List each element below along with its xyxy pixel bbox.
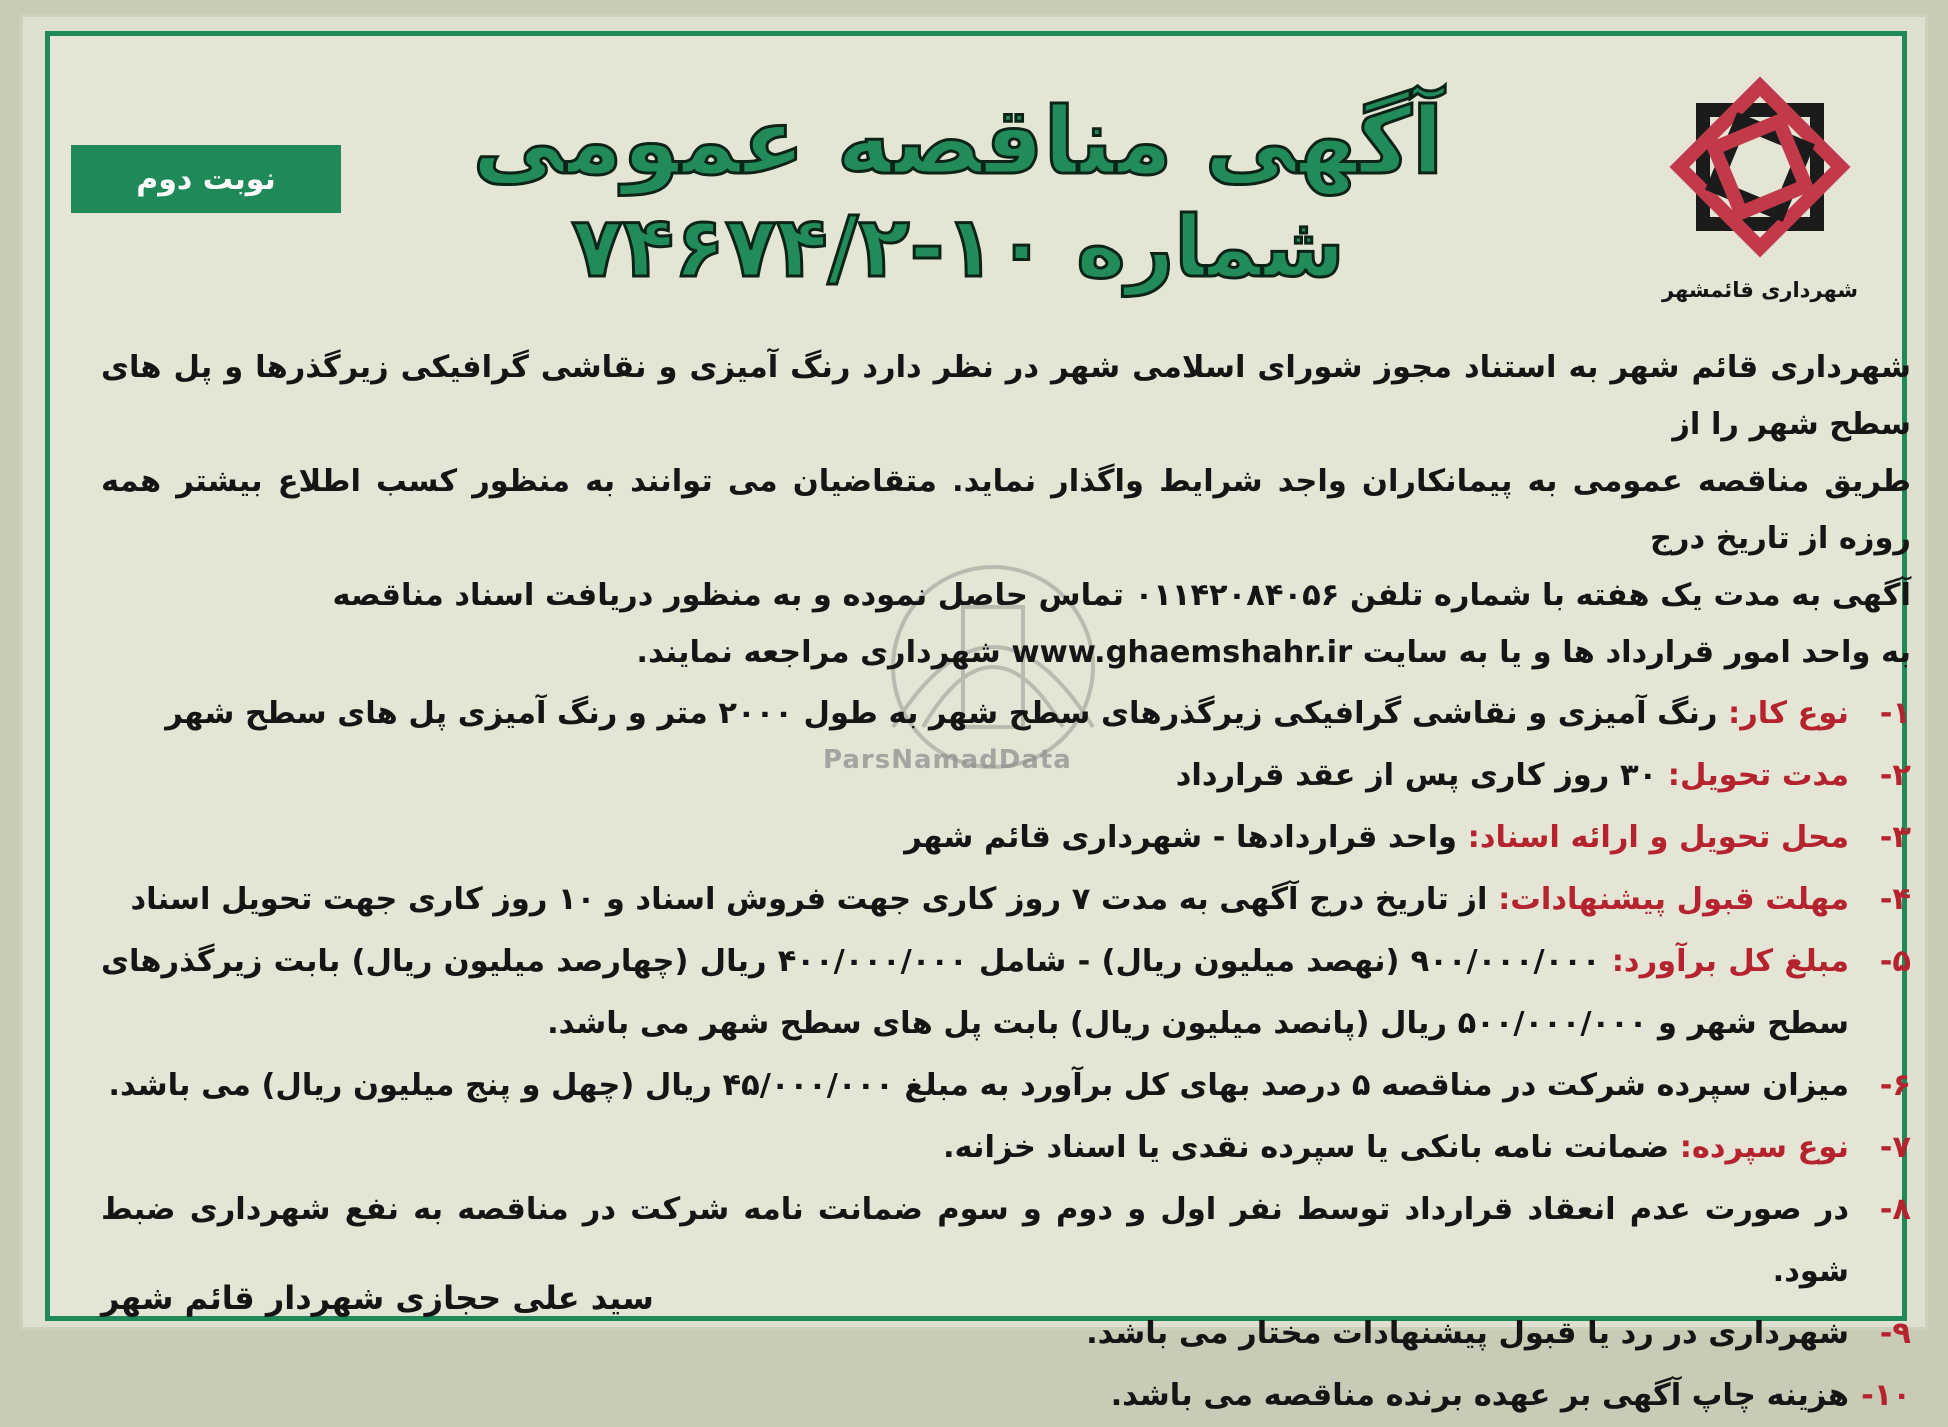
notice-number: شماره ۱۰-۷۴۶۷۴/۲ — [571, 198, 1345, 296]
item-text: هزینه چاپ آگهی بر عهده برنده مناقصه می باشد. — [1110, 1378, 1849, 1413]
list-item — [101, 1365, 1911, 1427]
intro-text: شهرداری مراجعه نمایند. — [636, 635, 1001, 670]
item-number: ۹- — [1879, 1316, 1911, 1351]
item-number: ۵- — [1879, 944, 1911, 979]
item-label: محل تحویل و ارائه اسناد: — [1467, 820, 1849, 855]
logo-caption: شهرداری قائمشهر — [1661, 278, 1859, 302]
list-item — [101, 1055, 1911, 1117]
item-content — [101, 1055, 1849, 1117]
list-item — [101, 869, 1911, 931]
item-number: ۶- — [1879, 1068, 1911, 1103]
item-label: نوع کار: — [1728, 696, 1849, 731]
list-item — [101, 745, 1911, 807]
item-content — [101, 745, 1849, 807]
item-number: ۳- — [1879, 820, 1911, 855]
list-item — [101, 807, 1911, 869]
item-content — [101, 869, 1849, 931]
item-number: ۸- — [1879, 1192, 1911, 1227]
item-text: شهرداری در رد یا قبول پیشنهادات مختار می باشد. — [1086, 1316, 1849, 1351]
municipality-logo — [1645, 62, 1875, 312]
item-content — [101, 1365, 1849, 1427]
item-number: ۱- — [1879, 696, 1911, 731]
item-label: مبلغ کل برآورد: — [1611, 944, 1849, 979]
item-text: رنگ آمیزی و نقاشی گرافیکی زیرگذرهای سطح شهر به طول ۲۰۰۰ متر و رنگ آمیزی پل های سطح شهر — [165, 696, 1718, 731]
website-link[interactable]: www.ghaemshahr.ir — [1011, 635, 1353, 670]
item-content — [101, 1117, 1849, 1179]
item-number: ۷- — [1879, 1130, 1911, 1165]
item-number: ۱۰- — [1861, 1378, 1911, 1413]
intro-line: آگهی به مدت یک هفته با شماره تلفن ۰۱۱۴۲۰۸۴۰۵۶ تماس حاصل نموده و به منظور دریافت اسناد مناقصه — [332, 578, 1911, 613]
intro-line: شهرداری قائم شهر به استناد مجوز شورای اسلامی شهر در نظر دارد رنگ آمیزی و نقاشی گرافیکی زیرگذرها و پل های سطح شهر را از — [101, 350, 1911, 442]
item-text: ۹۰۰/۰۰۰/۰۰۰ (نهصد میلیون ریال) - شامل ۴۰۰/۰۰۰/۰۰۰ ریال (چهارصد میلیون ریال) بابت زیرگذرهای سطح شهر و ۵۰۰/۰۰۰/۰۰۰ ریال (پانصد میلیون ریال) بابت پل های سطح شهر می باشد. — [101, 944, 1849, 1041]
item-text: ۳۰ روز کاری پس از عقد قرارداد — [1175, 758, 1658, 793]
intro-line: طریق مناقصه عمومی به پیمانکاران واجد شرایط واگذار نماید. متقاضیان می توانند به منظور کسب اطلاع بیشتر همه روزه از تاریخ درج — [101, 464, 1911, 556]
list-item — [101, 683, 1911, 745]
list-item — [101, 1117, 1911, 1179]
item-text: از تاریخ درج آگهی به مدت ۷ روز کاری جهت فروش اسناد و ۱۰ روز کاری جهت تحویل اسناد — [130, 882, 1488, 917]
item-label: مدت تحویل: — [1667, 758, 1849, 793]
notice-title: آگهی مناقصه عمومی — [472, 88, 1444, 195]
newspaper-page — [20, 14, 1928, 1413]
item-number: ۲- — [1879, 758, 1911, 793]
round-badge: نوبت دوم — [71, 145, 341, 213]
item-number: ۴- — [1879, 882, 1911, 917]
item-text: واحد قراردادها - شهرداری قائم شهر — [904, 820, 1457, 855]
item-label: مهلت قبول پیشنهادات: — [1498, 882, 1849, 917]
star-emblem-icon — [1655, 62, 1865, 272]
item-text: ضمانت نامه بانکی یا سپرده نقدی یا اسناد خزانه. — [942, 1130, 1670, 1165]
item-content — [101, 807, 1849, 869]
notice-body — [101, 339, 1911, 1427]
item-label: نوع سپرده: — [1679, 1130, 1849, 1165]
intro-text: به واحد امور قرارداد ها و یا به سایت — [1362, 635, 1911, 670]
signature: سید علی حجازی شهردار قائم شهر — [101, 1279, 654, 1317]
list-item — [101, 931, 1911, 1055]
watermark-text: ParsNamadData — [823, 745, 1072, 775]
item-content — [101, 683, 1849, 745]
item-text: در صورت عدم انعقاد قرارداد توسط نفر اول و دوم و سوم ضمانت نامه شرکت در مناقصه به نفع شهرداری ضبط شود. — [101, 1192, 1849, 1289]
item-content — [101, 931, 1849, 1055]
intro-line — [101, 624, 1911, 681]
item-text: میزان سپرده شرکت در مناقصه ۵ درصد بهای کل برآورد به مبلغ ۴۵/۰۰۰/۰۰۰ ریال (چهل و پنج میلیون ریال) می باشد. — [108, 1068, 1849, 1103]
title-block — [443, 87, 1473, 297]
